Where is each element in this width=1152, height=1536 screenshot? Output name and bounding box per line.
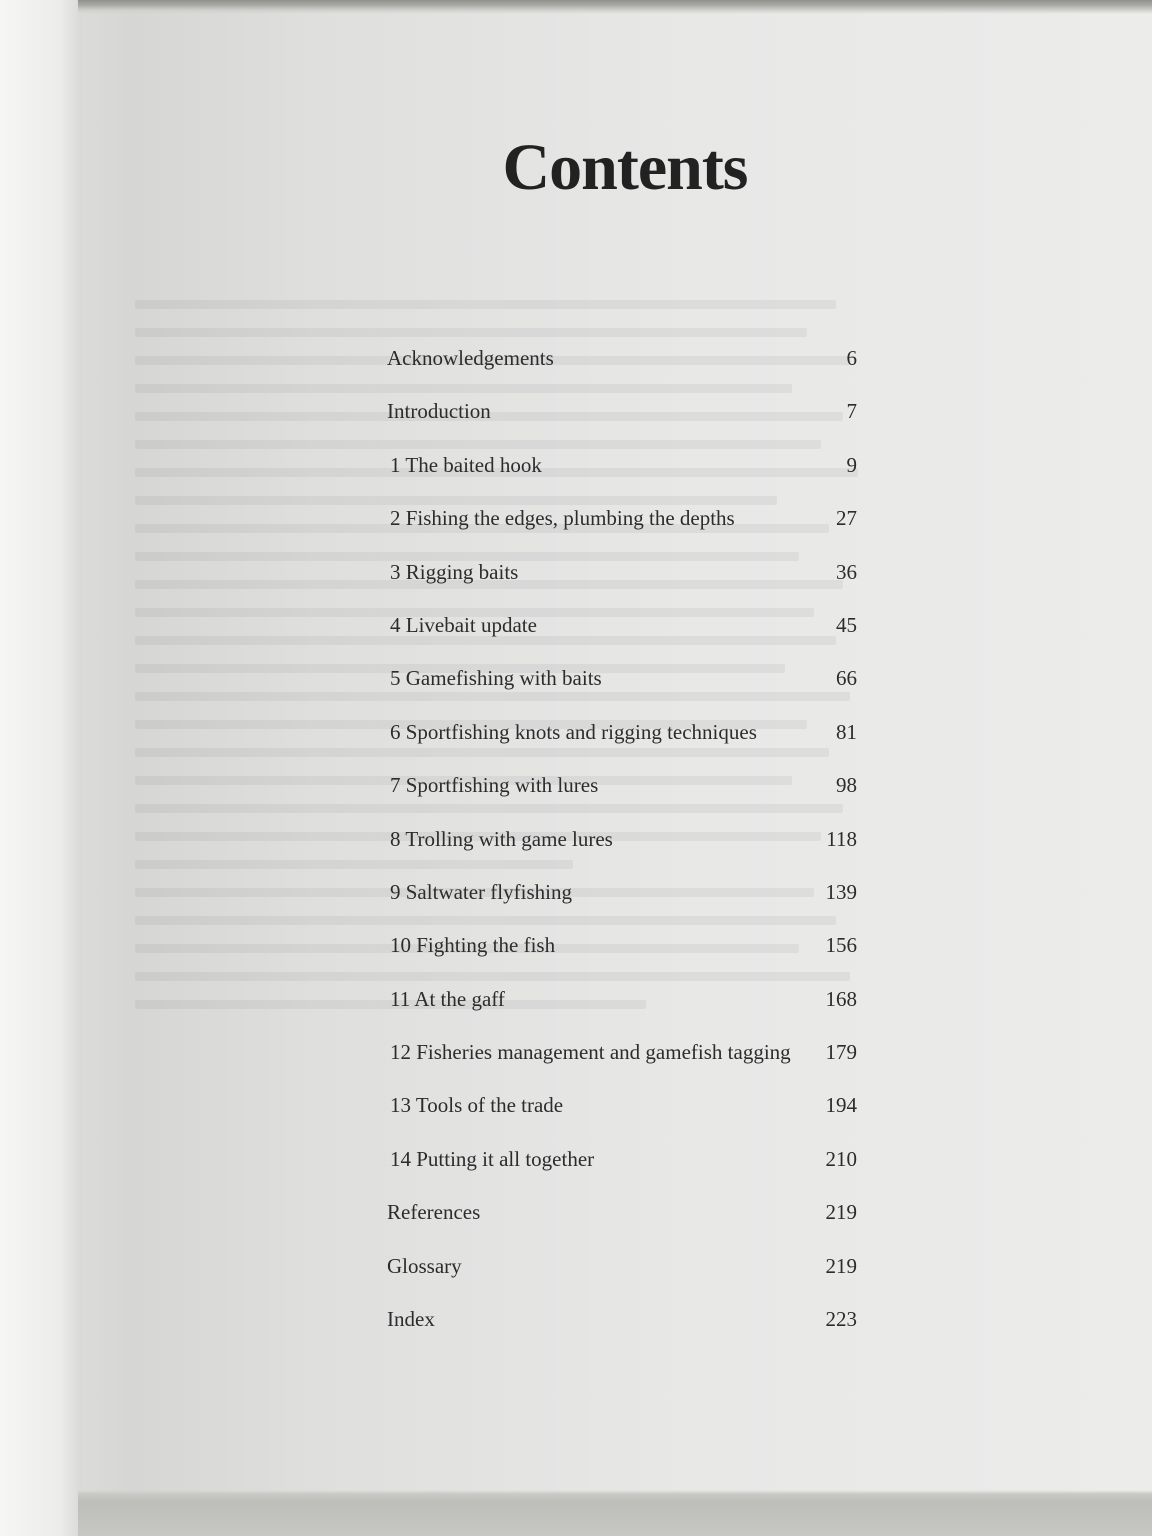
toc-entry <box>385 1141 857 1194</box>
toc-entry-page-number: 168 <box>825 986 857 1011</box>
toc-entry-title: Acknowledgements <box>387 346 554 370</box>
toc-entry-title: 12 Fisheries management and gamefish tagging <box>390 1040 791 1065</box>
toc-entry-page-number: 6 <box>846 346 857 370</box>
toc-entry-page-number: 118 <box>826 826 857 851</box>
toc-entry-title: 4 Livebait update <box>390 612 537 637</box>
page-title: Contents <box>502 131 748 204</box>
toc-entry <box>385 340 857 393</box>
toc-entry-title: 2 Fishing the edges, plumbing the depths <box>390 506 735 531</box>
toc-entry-page-number: 219 <box>825 1253 857 1278</box>
toc-entry <box>385 393 857 446</box>
toc-entry <box>385 1087 857 1140</box>
toc-entry-page-number: 210 <box>825 1146 857 1171</box>
toc-entry-title: 9 Saltwater flyfishing <box>390 879 572 904</box>
toc-entry-title: 3 Rigging baits <box>390 559 519 584</box>
toc-entry-title: Glossary <box>387 1253 462 1278</box>
toc-entry-page-number: 45 <box>836 612 857 637</box>
page-top-shadow <box>78 0 1152 14</box>
toc-entry-title: References <box>387 1200 481 1225</box>
toc-entry-page-number: 219 <box>825 1200 857 1225</box>
table-of-contents <box>385 340 857 1354</box>
toc-entry <box>385 607 857 660</box>
toc-entry-title: 14 Putting it all together <box>390 1146 595 1171</box>
toc-entry-page-number: 27 <box>836 506 857 531</box>
toc-entry <box>385 927 857 980</box>
toc-entry-page-number: 36 <box>836 559 857 584</box>
toc-entry <box>385 874 857 927</box>
toc-entry <box>385 554 857 607</box>
adjacent-page-edge <box>0 0 82 1536</box>
toc-entry-title: 6 Sportfishing knots and rigging techniques <box>390 719 757 744</box>
toc-entry-page-number: 66 <box>836 666 857 691</box>
show-through-line <box>135 300 836 309</box>
toc-entry-title: 5 Gamefishing with baits <box>390 666 602 691</box>
toc-entry <box>385 714 857 767</box>
toc-entry-page-number: 81 <box>836 719 857 744</box>
toc-entry <box>385 1301 857 1354</box>
toc-entry <box>385 767 857 820</box>
toc-entry-title: 7 Sportfishing with lures <box>390 773 599 798</box>
toc-entry-title: 8 Trolling with game lures <box>390 826 613 851</box>
page-bottom-shadow <box>78 1490 1152 1536</box>
toc-entry-page-number: 156 <box>825 933 857 958</box>
toc-entry-page-number: 9 <box>846 452 857 477</box>
toc-entry-title: Index <box>387 1307 435 1332</box>
toc-entry <box>385 447 857 500</box>
toc-entry <box>385 660 857 713</box>
toc-entry <box>385 821 857 874</box>
toc-entry-page-number: 139 <box>825 879 857 904</box>
toc-entry-title: 11 At the gaff <box>390 986 505 1011</box>
toc-entry <box>385 1248 857 1301</box>
toc-entry-page-number: 98 <box>836 773 857 798</box>
toc-entry-title: 13 Tools of the trade <box>390 1093 564 1118</box>
toc-entry-title: 10 Fighting the fish <box>390 933 556 958</box>
toc-entry-title: Introduction <box>387 399 491 424</box>
toc-entry <box>385 500 857 553</box>
toc-entry <box>385 1034 857 1087</box>
toc-entry <box>385 981 857 1034</box>
toc-entry-page-number: 194 <box>825 1093 857 1118</box>
show-through-line <box>135 328 807 337</box>
toc-entry <box>385 1194 857 1247</box>
toc-entry-title: 1 The baited hook <box>390 452 542 477</box>
toc-entry-page-number: 7 <box>846 399 857 424</box>
toc-entry-page-number: 223 <box>825 1307 857 1332</box>
toc-entry-page-number: 179 <box>825 1040 857 1065</box>
